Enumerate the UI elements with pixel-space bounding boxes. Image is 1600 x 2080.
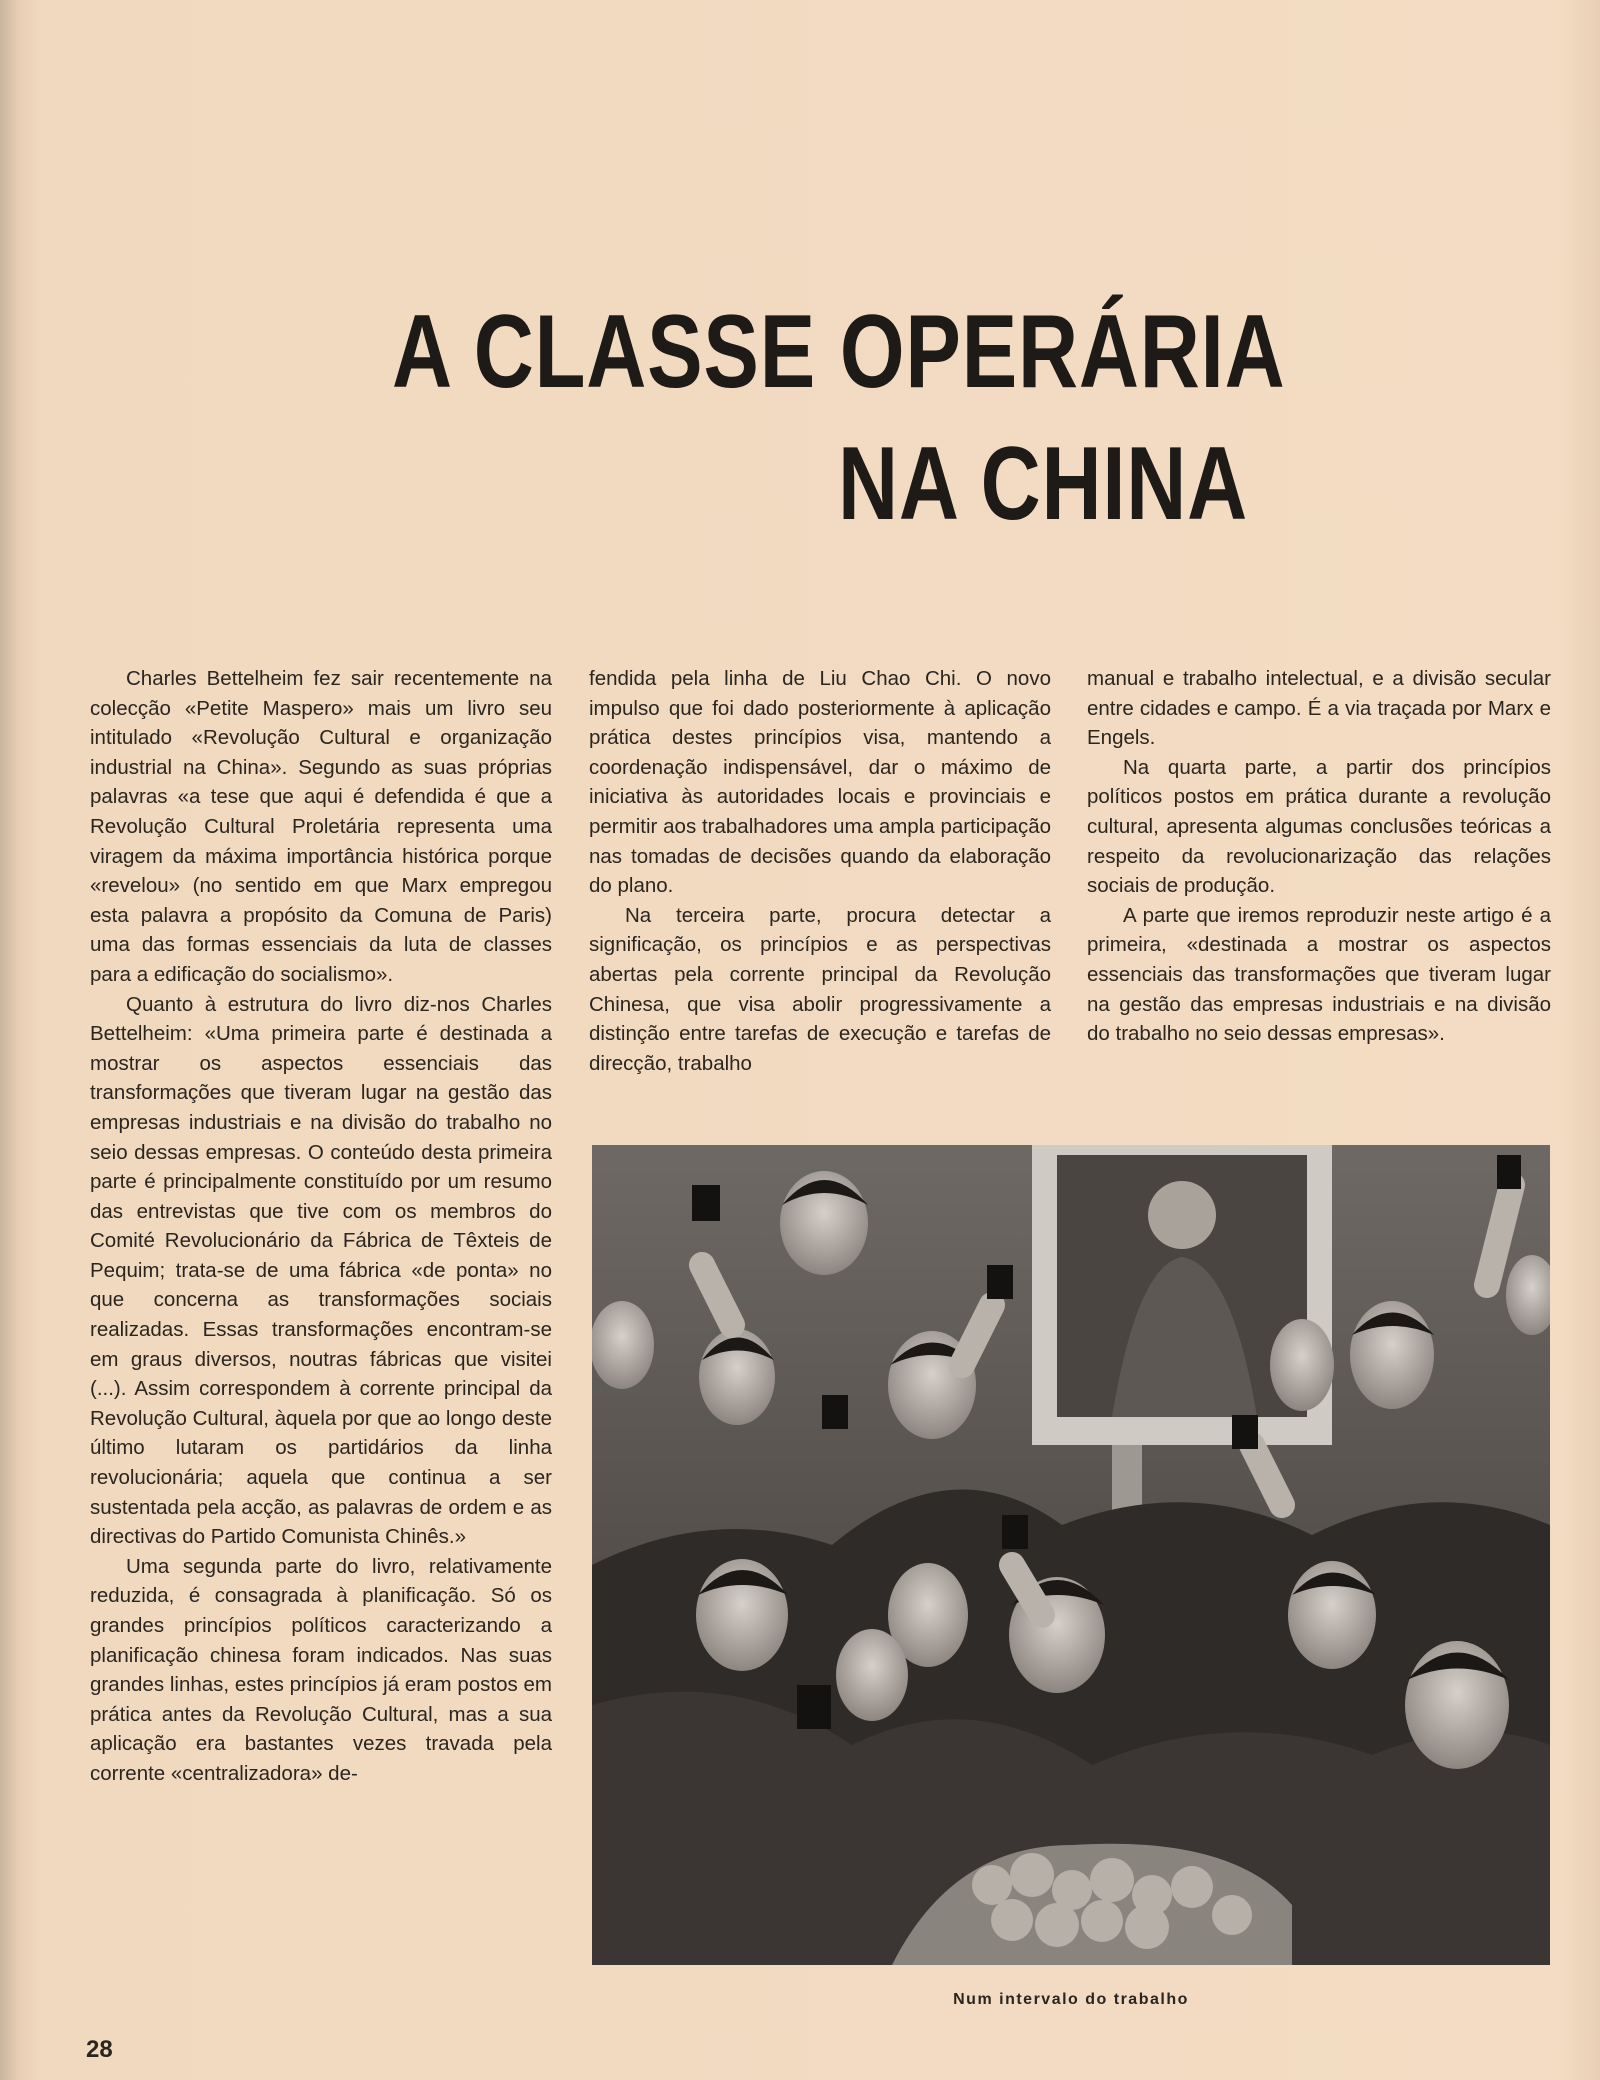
paragraph: Na terceira parte, procura detectar a significação, os princípios e as perspectivas abertas pela corrente principal da Revolução Chinesa, que visa abolir progressivamente a distinção entre tarefas de execução e tarefas de direcção, trabalho [589,903,1051,1075]
text-column-2 [589,664,1051,1078]
paragraph: fendida pela linha de Liu Chao Chi. O novo impulso que foi dado posteriormente à aplicação prática destes princípios visa, mantendo a coordenação indispensável, dar o máximo de iniciativa às autoridades locais e provinciais e permitir aos trabalhadores uma ampla participação nas tomadas de decisões quando da elaboração do plano. [589,667,1051,898]
photo-caption: Num intervalo do trabalho [953,1991,1189,2008]
article-title-line-1: A CLASSE OPERÁRIA [392,294,1286,410]
article-title-line-2: NA CHINA [838,426,1249,542]
paragraph: A parte que iremos reproduzir neste artigo é a primeira, «destinada a mostrar os aspectos essenciais das transformações que tiveram lugar na gestão das empresas industriais e na divisão do trabalho no seio dessas empresas». [1087,903,1551,1046]
paragraph: Quanto à estrutura do livro diz-nos Charles Bettelheim: «Uma primeira parte é destinada a mostrar os aspectos essenciais das transformações que tiveram lugar na gestão das empresas industriais e na divisão do trabalho no seio dessas empresas. O conteúdo desta primeira parte é principalmente constituído por um resumo das entrevistas que tive com os membros do Comité Revolucionário da Fábrica de Têxteis de Pequim; trata-se de uma fábrica «de ponta» no que concerna as transformações sociais realizadas. Essas transformações encontram-se em graus diversos, noutras fábricas que visitei (...). Assim correspondem à corrente principal da Revolução Cultural, àquela por que ao longo deste último lutaram os partidários da linha revolucionária; aquela que continua a ser sustentada pela acção, as palavras de ordem e as directivas do Partido Comunista Chinês.» [90,992,552,1549]
text-column-1 [90,664,552,1789]
text-column-3 [1087,664,1551,1049]
paragraph: Charles Bettelheim fez sair recentemente na colecção «Petite Maspero» mais um livro seu intitulado «Revolução Cultural e organização industrial na China». Segundo as suas próprias palavras «a tese que aqui é defendida é que a Revolução Cultural Proletária representa uma viragem da máxima importância histórica porque «revelou» (no sentido em que Marx empregou esta palavra a propósito da Comuna de Paris) uma das formas essenciais da luta de classes para a edificação do socialismo». [90,667,552,986]
page-number: 28 [86,2036,113,2063]
paragraph: manual e trabalho intelectual, e a divisão secular entre cidades e campo. É a via traçada por Marx e Engels. [1087,667,1551,750]
workers-photo [592,1145,1550,1965]
workers-photo-image [592,1145,1550,1965]
paragraph: Uma segunda parte do livro, relativamente reduzida, é consagrada à planificação. Só os grandes princípios políticos caracterizando a planificação chinesa foram indicados. Nas suas grandes linhas, estes princípios já eram postos em prática antes da Revolução Cultural, mas a sua aplicação era bastantes vezes travada pela corrente «centralizadora» de- [90,1554,552,1785]
paragraph: Na quarta parte, a partir dos princípios políticos postos em prática durante a revolução cultural, apresenta algumas conclusões teóricas a respeito da revolucionarização das relações sociais de produção. [1087,755,1551,898]
